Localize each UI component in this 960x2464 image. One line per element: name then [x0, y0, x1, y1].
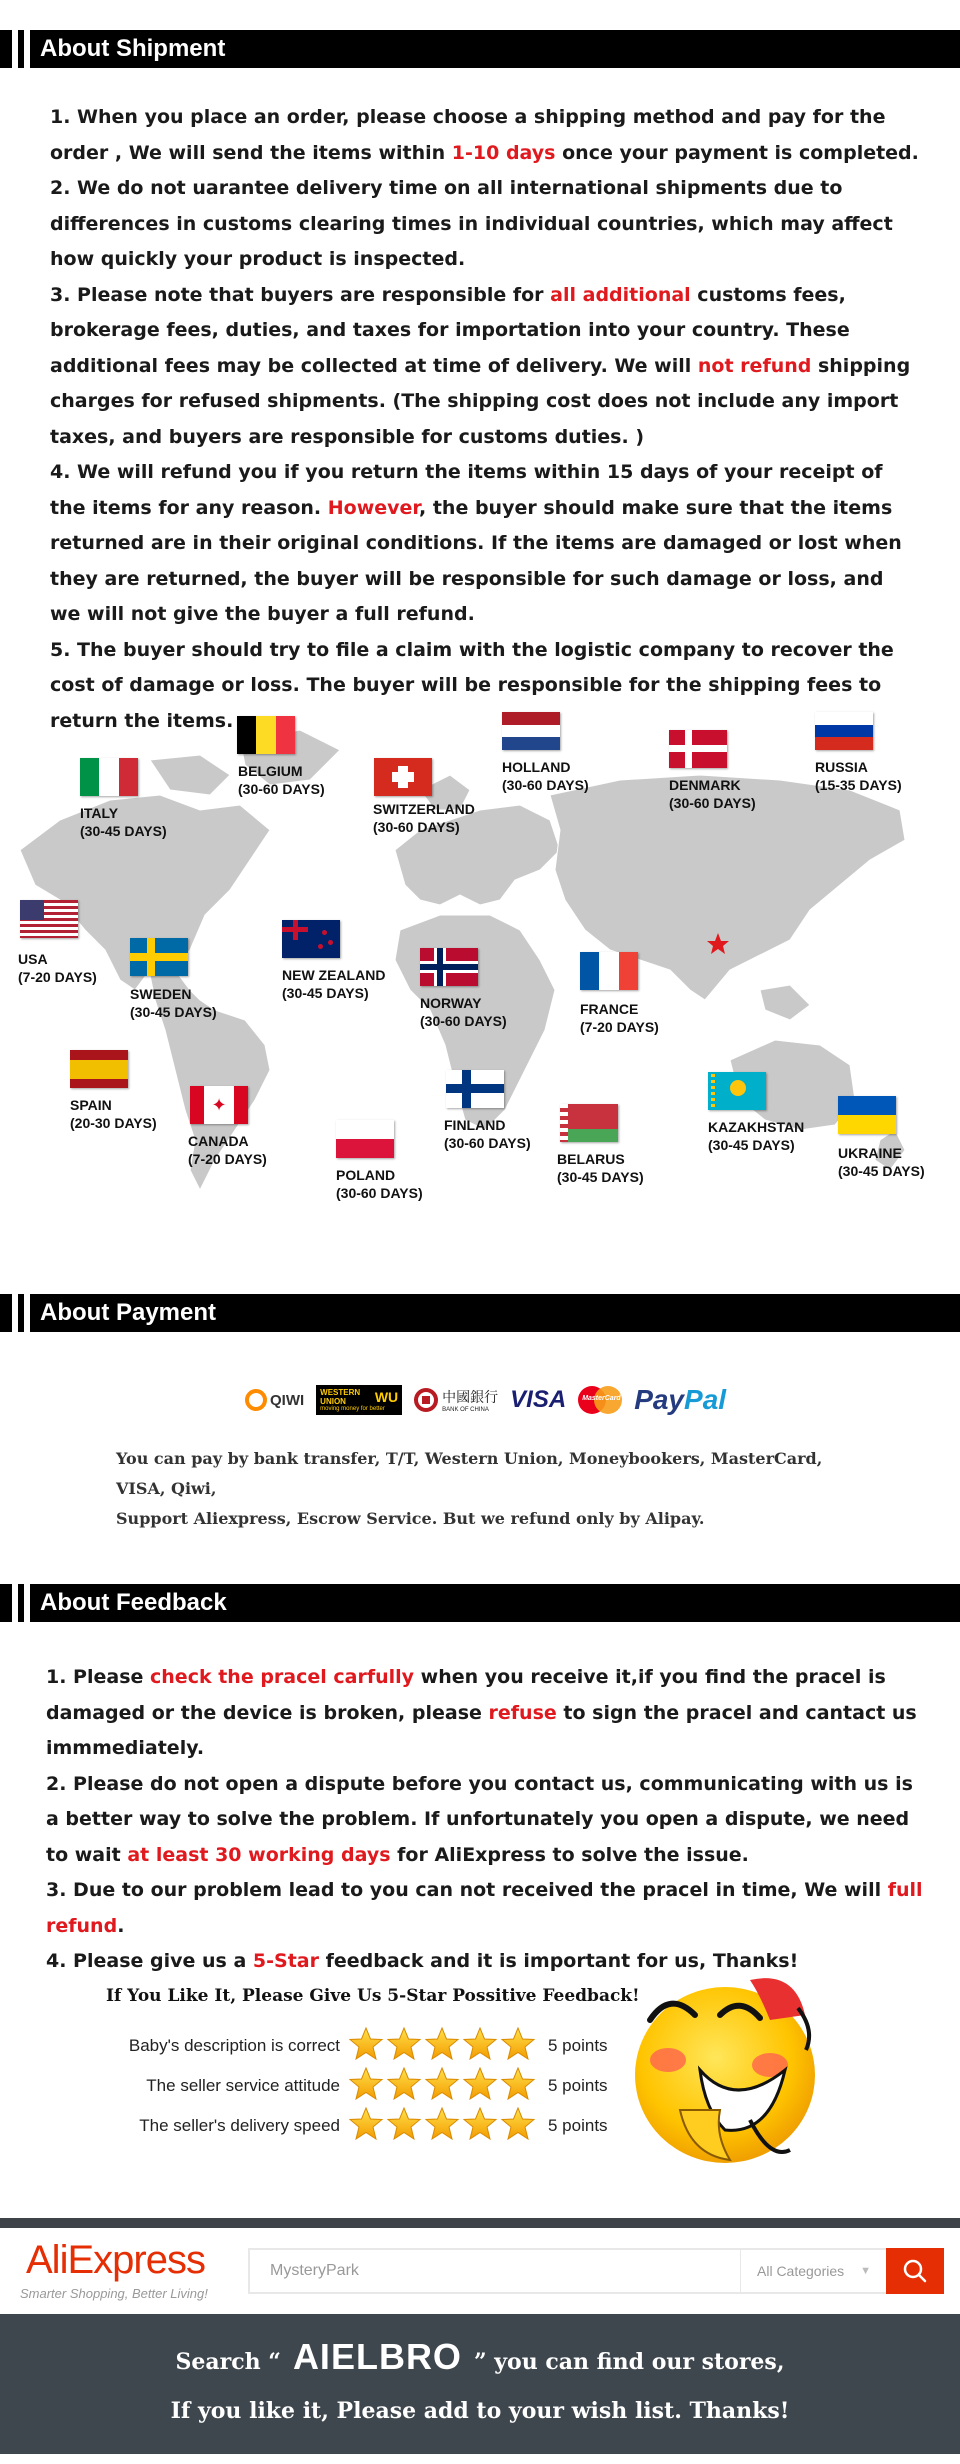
aliexpress-bar: [0, 2228, 960, 2314]
shipment-item: [50, 278, 920, 456]
star-icon: [500, 2027, 536, 2066]
payment-title: About Payment: [40, 1299, 217, 1326]
spain-flag-icon: [70, 1050, 128, 1088]
star-rating: [348, 2027, 536, 2066]
norway-flag-icon: [420, 948, 478, 986]
country-new-zealand: NEW ZEALAND (30-45 DAYS): [282, 967, 386, 1001]
search-button[interactable]: [886, 2248, 944, 2294]
country-holland: HOLLAND (30-60 DAYS): [502, 759, 589, 793]
country-ukraine: UKRAINE (30-45 DAYS): [838, 1145, 925, 1179]
new-zealand-flag-icon: [282, 920, 340, 958]
shipment-text-span: , the buyer should make sure that the items returned are in their original conditions. If the items are damaged or lost when they are returned, the buyer will be responsible for such damage or loss, and we will not give the buyer a full refund.: [50, 496, 902, 625]
feedback-highlight: 5-Star: [252, 1950, 319, 1972]
country-denmark: DENMARK (30-60 DAYS): [669, 777, 756, 811]
western-union-logo-icon: WESTERN UNION WU moving money for better: [316, 1385, 402, 1415]
feedback-panel-title: If You Like It, Please Give Us 5-Star Possitive Feedback!: [106, 1986, 640, 2006]
feedback-text-span: for AliExpress to solve the issue.: [390, 1843, 749, 1866]
search-input[interactable]: MysteryPark: [270, 2262, 359, 2279]
feedback-text-span: 2. Please do not open a dispute before you contact us, communicating with us is a better way to solve the problem. If unfortunately you open a dispute, we need to wait: [46, 1772, 913, 1866]
star-icon: [462, 2067, 498, 2106]
feedback-text-span: 1. Please: [46, 1666, 151, 1688]
feedback-highlight: at least 30 working days: [127, 1843, 391, 1866]
mastercard-logo-icon: MasterCard: [578, 1386, 622, 1414]
bank-of-china-logo-icon: 中國銀行 BANK OF CHINA: [414, 1387, 498, 1413]
payment-header: [0, 1294, 960, 1332]
shipment-item: [50, 171, 920, 278]
kazakhstan-flag-icon: [708, 1072, 766, 1110]
star-icon: [386, 2067, 422, 2106]
shipment-text-span: 4. We will refund you if you return the items within 15 days of your receipt of the items for any reason.: [50, 461, 883, 519]
holland-flag-icon: [502, 712, 560, 750]
qiwi-logo-icon: QIWI: [245, 1389, 304, 1411]
aliexpress-logo[interactable]: AliExpress: [26, 2238, 205, 2282]
feedback-row-description: Baby's description is correct 5 points: [100, 2028, 608, 2064]
shipment-item: [50, 455, 920, 633]
shipment-highlight: 1-10 days: [451, 141, 556, 164]
star-icon: [500, 2067, 536, 2106]
star-icon: [424, 2027, 460, 2066]
search-box: [248, 2248, 944, 2294]
feedback-text-span: 4. Please give us a: [46, 1950, 253, 1972]
shipment-highlight: not refund: [697, 354, 812, 377]
shipment-header: [0, 30, 960, 68]
country-france: FRANCE (7-20 DAYS): [580, 1001, 659, 1035]
feedback-highlight: refuse: [488, 1701, 557, 1724]
belarus-flag-icon: [560, 1104, 618, 1142]
country-russia: RUSSIA (15-35 DAYS): [815, 759, 902, 793]
shipment-highlight: all additional: [550, 283, 691, 306]
feedback-item: [46, 1660, 926, 1767]
france-flag-icon: [580, 952, 638, 990]
feedback-item: [46, 1873, 926, 1944]
shipping-map: [0, 700, 960, 1220]
ukraine-flag-icon: [838, 1096, 896, 1134]
feedback-item: [46, 1767, 926, 1874]
feedback-text-span: when you receive it,if you find the pracel is damaged or the device is broken, please: [46, 1666, 886, 1724]
feedback-header: [0, 1584, 960, 1622]
italy-flag-icon: [80, 758, 138, 796]
store-promo-line2: If you like it, Please add to your wish list. Thanks!: [170, 2398, 790, 2424]
shipment-item: [50, 100, 920, 171]
shipment-text-span: shipping charges for refused shipments. (The shipping cost does not include any import taxes, and buyers are responsible for customs duties. ): [50, 354, 911, 448]
shipment-text-span: once your payment is completed.: [555, 141, 919, 164]
visa-logo-icon: VISA: [510, 1386, 567, 1413]
shipment-highlight: However: [327, 496, 420, 519]
feedback-text-span: 3. Due to our problem lead to you can not received the pracel in time, We will: [46, 1879, 888, 1901]
feedback-row-service: The seller service attitude 5 points: [100, 2068, 608, 2104]
store-brand: AIELBRO: [292, 2336, 462, 2377]
star-icon: [500, 2107, 536, 2146]
canada-flag-icon: ✦: [190, 1086, 248, 1124]
russia-flag-icon: [815, 712, 873, 750]
chevron-down-icon: ▼: [860, 2265, 871, 2277]
star-icon: [424, 2107, 460, 2146]
shipment-text-span: customs fees, brokerage fees, duties, and taxes for importation into your country. These additional fees may be collected at time of delivery. We will: [50, 283, 850, 377]
star-icon: [348, 2027, 384, 2066]
star-rating: [348, 2067, 536, 2106]
shipment-text-span: 2. We do not uarantee delivery time on all international shipments due to differences in customs clearing times in individual countries, which may affect how quickly your product is inspected.: [50, 177, 893, 270]
feedback-highlight: check the pracel carfully: [150, 1666, 415, 1688]
feedback-text: [46, 1660, 926, 1980]
feedback-row-delivery: The seller's delivery speed 5 points: [100, 2108, 608, 2144]
country-norway: NORWAY (30-60 DAYS): [420, 995, 507, 1029]
paypal-logo-icon: PayPal: [634, 1384, 727, 1415]
payment-text-line2: Support Aliexpress, Escrow Service. But we refund only by Alipay.: [116, 1509, 705, 1528]
star-icon: [424, 2067, 460, 2106]
country-kazakhstan: KAZAKHSTAN (30-45 DAYS): [708, 1119, 805, 1153]
country-belgium: BELGIUM (30-60 DAYS): [238, 763, 325, 797]
shipment-text: [50, 100, 920, 739]
payment-logos: [245, 1378, 745, 1422]
feedback-text-span: to sign the pracel and cantact us immmediately.: [46, 1701, 917, 1759]
belgium-flag-icon: [237, 716, 295, 754]
payment-text: [116, 1444, 876, 1534]
aliexpress-top-strip: [0, 2218, 960, 2228]
star-icon: [386, 2107, 422, 2146]
switzerland-flag-icon: [374, 758, 432, 796]
feedback-highlight: full refund: [46, 1879, 923, 1937]
star-icon: [462, 2107, 498, 2146]
country-usa: USA (7-20 DAYS): [18, 951, 97, 985]
shipment-text-span: 5. The buyer should try to file a claim with the logistic company to recover the cost of damage or loss. The buyer will be responsible for the shipping fees to return the items.: [50, 638, 894, 732]
star-icon: [348, 2067, 384, 2106]
country-sweden: SWEDEN (30-45 DAYS): [130, 986, 217, 1020]
country-belarus: BELARUS (30-45 DAYS): [557, 1151, 644, 1185]
sweden-flag-icon: [130, 938, 188, 976]
country-spain: SPAIN (20-30 DAYS): [70, 1097, 157, 1131]
country-poland: POLAND (30-60 DAYS): [336, 1167, 423, 1201]
store-promo-panel: [0, 2314, 960, 2454]
country-switzerland: SWITZERLAND (30-60 DAYS): [373, 801, 475, 835]
star-icon: [386, 2027, 422, 2066]
denmark-flag-icon: [669, 730, 727, 768]
category-select[interactable]: All Categories ▼: [740, 2250, 885, 2292]
star-icon: [462, 2027, 498, 2066]
usa-flag-icon: [20, 900, 78, 938]
country-finland: FINLAND (30-60 DAYS): [444, 1117, 531, 1151]
shipment-title: About Shipment: [40, 35, 226, 62]
feedback-title: About Feedback: [40, 1589, 227, 1616]
country-italy: ITALY (30-45 DAYS): [80, 805, 167, 839]
payment-text-line1: You can pay by bank transfer, T/T, Western Union, Moneybookers, MasterCard, VISA, Qiwi,: [116, 1449, 823, 1498]
country-canada: CANADA (7-20 DAYS): [188, 1133, 267, 1167]
poland-flag-icon: [336, 1120, 394, 1158]
store-promo-line1: Search “ AIELBRO ” you can find our stores,: [175, 2336, 785, 2377]
feedback-text-span: feedback and it is important for us, Thanks!: [318, 1950, 799, 1972]
shipment-text-span: 1. When you place an order, please choose a shipping method and pay for the order , We will send the items within: [50, 106, 886, 164]
finland-flag-icon: [446, 1070, 504, 1108]
aliexpress-tagline: Smarter Shopping, Better Living!: [20, 2286, 208, 2301]
smiley-emoji-icon: [620, 1960, 840, 2170]
search-icon: [902, 2258, 928, 2284]
feedback-text-span: .: [117, 1914, 125, 1937]
star-icon: [348, 2107, 384, 2146]
star-rating: [348, 2107, 536, 2146]
shipment-text-span: 3. Please note that buyers are responsible for: [50, 283, 551, 306]
